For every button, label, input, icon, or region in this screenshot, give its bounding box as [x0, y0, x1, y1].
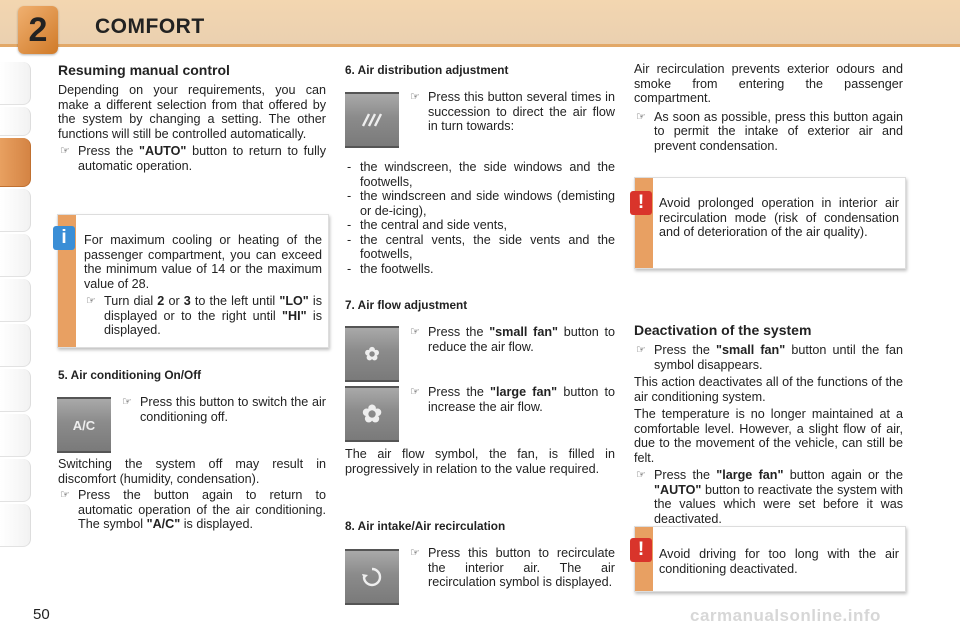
chapter-tab-active[interactable]	[0, 138, 31, 187]
chapter-tab[interactable]	[0, 324, 31, 367]
recirculation-paragraph: Air recirculation prevents exterior odours and smoke from entering the passenger compartment.	[634, 62, 903, 105]
chapter-tab[interactable]	[0, 279, 31, 322]
heading-deactivation: Deactivation of the system	[634, 322, 812, 338]
auto-bullet: ☞ Press the "AUTO" button to return to fully automatic operation.	[60, 144, 327, 173]
chapter-tab[interactable]	[0, 504, 31, 547]
small-fan-icon: ✿	[364, 343, 380, 364]
fan-paragraph: The air flow symbol, the fan, is filled in progressively in relation to the value required.	[345, 447, 615, 476]
recirculation-button-image	[345, 549, 399, 605]
watermark: carmanualsonline.info	[690, 606, 881, 625]
deact-paragraph-2: The temperature is no longer maintained at a comfortable level. However, a slight flow of air, due to the movement of the vehicle, can still be felt.	[634, 407, 903, 465]
large-fan-bullet: ☞ Press the "large fan" button to increase the air flow.	[410, 385, 616, 414]
info-icon: i	[53, 226, 75, 250]
info-box	[57, 214, 329, 348]
small-fan-bullet: ☞ Press the "small fan" button to reduce the air flow.	[410, 325, 616, 354]
warning-text-1: Avoid prolonged operation in interior air recirculation mode (risk of condensation and of deterioration of the air quality).	[659, 196, 899, 239]
recirculation-icon	[361, 566, 383, 588]
recirculation-bullet-2: ☞ As soon as possible, press this button again to permit the intake of exterior air and prevent condensation.	[636, 109, 903, 153]
pointer-icon: ☞	[60, 145, 70, 157]
recirculation-bullet: ☞ Press this button to recirculate the interior air. The air recirculation symbol is displayed.	[410, 546, 615, 589]
page-number: 50	[33, 606, 50, 623]
deact-paragraph-1: This action deactivates all of the functions of the air conditioning system.	[634, 375, 903, 404]
resuming-paragraph: Depending on your requirements, you can make a different selection from that offered by the system by changing a setting. The other functions will still be controlled automatically.	[58, 83, 326, 141]
list-item: - the windscreen, the side windows and the footwells,	[345, 160, 615, 189]
list-item: - the footwells.	[345, 262, 615, 277]
warning-box-2	[634, 526, 906, 592]
heading-s6: 6. Air distribution adjustment	[345, 63, 509, 77]
air-distribution-icon	[359, 110, 385, 130]
warning-icon: !	[630, 191, 652, 215]
warning-box-1	[634, 177, 906, 269]
large-fan-button-image	[345, 386, 399, 442]
list-item: - the central vents, the side vents and the footwells,	[345, 233, 615, 262]
large-fan-icon: ✿	[361, 400, 383, 428]
chapter-badge: 2	[18, 6, 58, 54]
air-distribution-button-image	[345, 92, 399, 148]
chapter-tabs	[0, 62, 34, 549]
list-item: - the windscreen and side windows (demisting or de-icing),	[345, 189, 615, 218]
heading-resuming-manual: Resuming manual control	[58, 62, 230, 78]
ac-bullet-2: ☞ Press the button again to return to automatic operation of the air conditioning. The symbol "A/C" is displayed.	[60, 488, 326, 531]
deact-bullet-1: ☞ Press the "small fan" button until the fan symbol disappears.	[636, 343, 903, 372]
ac-bullet: ☞ Press this button to switch the air conditioning off.	[122, 395, 326, 424]
info-bullet: ☞ Turn dial 2 or 3 to the left until "LO" is displayed or to the right until "HI" is displayed.	[86, 294, 323, 337]
chapter-tab[interactable]	[0, 62, 31, 105]
chapter-tab[interactable]	[0, 369, 31, 412]
chapter-tab[interactable]	[0, 459, 31, 502]
list-item: - the central and side vents,	[345, 218, 615, 233]
air-distribution-list	[345, 160, 615, 276]
page-title: COMFORT	[95, 15, 205, 38]
heading-s5: 5. Air conditioning On/Off	[58, 368, 202, 382]
chapter-tab[interactable]	[0, 189, 31, 232]
heading-s7: 7. Air flow adjustment	[345, 298, 468, 312]
chapter-tab[interactable]	[0, 107, 31, 136]
info-text: For maximum cooling or heating of the passenger compartment, you can exceed the minimum value of 14 or the maximum value of 28.	[84, 233, 322, 291]
s6-bullet: ☞ Press this button several times in succession to direct the air flow in turn towards:	[410, 90, 615, 133]
chapter-tab[interactable]	[0, 414, 31, 457]
chapter-tab[interactable]	[0, 234, 31, 277]
ac-paragraph: Switching the system off may result in discomfort (humidity, condensation).	[58, 457, 326, 486]
heading-s8: 8. Air intake/Air recirculation	[345, 519, 506, 533]
warning-text-2: Avoid driving for too long with the air conditioning deactivated.	[659, 547, 899, 576]
small-fan-button-image	[345, 326, 399, 382]
ac-button-image: A/C	[57, 397, 111, 453]
deact-bullet-2: ☞ Press the "large fan" button again or the "AUTO" button to reactivate the system with the values which were set before it was deactivated.	[636, 468, 904, 526]
warning-icon: !	[630, 538, 652, 562]
